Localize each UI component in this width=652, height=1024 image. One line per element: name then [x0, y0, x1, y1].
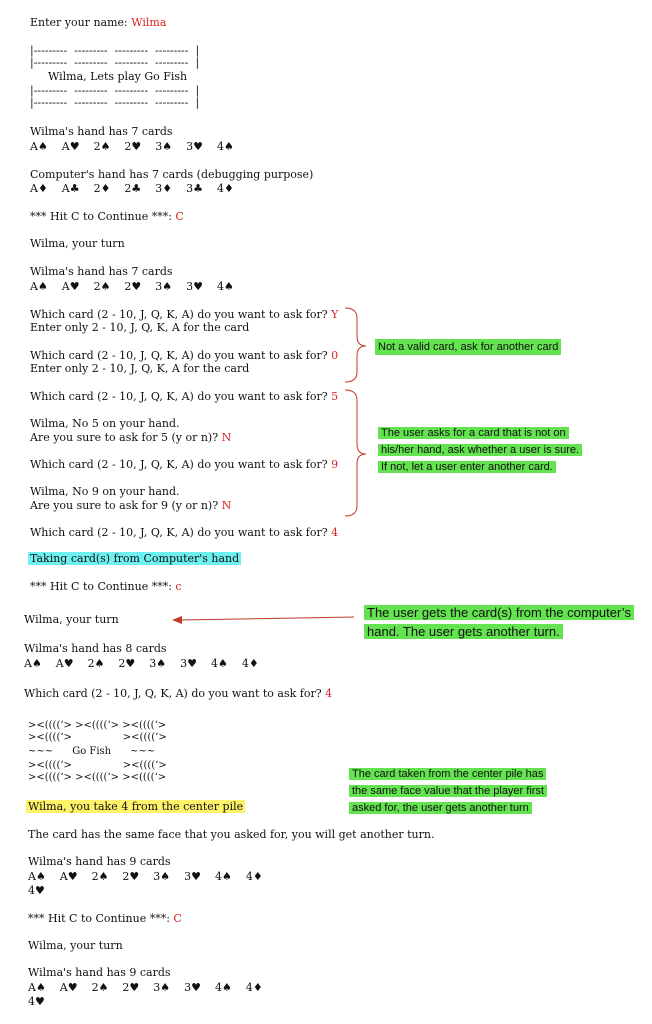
note-line: the same face value that the player first — [349, 785, 547, 797]
banner-row: |--------- --------- --------- --------- | — [30, 44, 200, 57]
computer-hand-cards: A♦ A♣ 2♦ 2♣ 3♦ 3♣ 4♦ — [30, 182, 234, 195]
name-prompt: Enter your name: — [30, 16, 132, 29]
fish-art-row: ><((((‘> ><((((‘> ><((((‘> — [28, 720, 167, 731]
fish-art-row: ><((((‘> ><((((‘> — [28, 760, 167, 771]
not-on-hand: Wilma, No 5 on your hand. — [30, 417, 180, 430]
note-not-on-hand — [378, 425, 582, 476]
note-line: asked for, the user gets another turn — [349, 802, 532, 814]
hand-title: Wilma's hand has 8 cards — [24, 642, 167, 655]
note-line: The card taken from the center pile has — [349, 768, 546, 780]
banner-text: Wilma, Lets play Go Fish — [48, 70, 188, 83]
ask-prompt: Which card (2 - 10, J, Q, K, A) do you want to ask for? — [30, 526, 332, 539]
ask-value: 4 — [331, 526, 339, 539]
sure-value: N — [221, 499, 232, 512]
note-line: his/her hand, ask whether a user is sure. — [378, 444, 582, 456]
ask-value: 9 — [331, 458, 339, 471]
hand-title: Wilma's hand has 9 cards — [28, 966, 171, 979]
note-invalid-card: Not a valid card, ask for another card — [375, 339, 561, 355]
fish-art-title: ~~~ Go Fish ~~~ — [28, 746, 156, 757]
hand-cards: A♠ A♥ 2♠ 2♥ 3♠ 3♥ 4♠ 4♦ — [28, 870, 263, 883]
ask-prompt: Which card (2 - 10, J, Q, K, A) do you want to ask for? — [30, 458, 332, 471]
fish-art-row: ><((((‘> ><((((‘> ><((((‘> — [28, 772, 167, 783]
continue-value: C — [173, 912, 182, 925]
hand-title: Wilma's hand has 7 cards — [30, 265, 173, 278]
hand-cards: 4♥ — [28, 995, 45, 1008]
ask-value: Y — [331, 308, 339, 321]
ask-value: 4 — [325, 687, 333, 700]
note-line: If not, let a user enter another card. — [378, 461, 556, 473]
continue-prompt: *** Hit C to Continue ***: — [30, 210, 176, 223]
banner-row: |--------- --------- --------- --------- | — [30, 96, 200, 109]
note-center-pile — [349, 766, 547, 817]
ask-prompt: Which card (2 - 10, J, Q, K, A) do you want to ask for? — [30, 390, 332, 403]
hand-cards: A♠ A♥ 2♠ 2♥ 3♠ 3♥ 4♠ — [30, 140, 234, 153]
your-turn: Wilma, your turn — [30, 237, 125, 250]
note-gets-cards — [364, 603, 634, 641]
hand-cards: 4♥ — [28, 884, 45, 897]
take-center-highlight: Wilma, you take 4 from the center pile — [28, 800, 244, 813]
continue-value: c — [175, 580, 182, 593]
gets-cards-arrow — [180, 617, 354, 620]
not-on-hand-bracket — [345, 390, 366, 516]
not-on-hand: Wilma, No 9 on your hand. — [30, 485, 180, 498]
ask-value: 5 — [331, 390, 339, 403]
computer-hand-title: Computer's hand has 7 cards (debugging purpose) — [30, 168, 314, 181]
invalid-message: Enter only 2 - 10, J, Q, K, A for the card — [30, 321, 250, 334]
invalid-card-bracket — [345, 308, 366, 382]
name-value: Wilma — [131, 16, 167, 29]
continue-value: C — [175, 210, 184, 223]
banner-row: |--------- --------- --------- --------- | — [30, 56, 200, 69]
sure-value: N — [221, 431, 232, 444]
invalid-message: Enter only 2 - 10, J, Q, K, A for the card — [30, 362, 250, 375]
hand-cards: A♠ A♥ 2♠ 2♥ 3♠ 3♥ 4♠ — [30, 280, 234, 293]
banner-row: |--------- --------- --------- --------- | — [30, 84, 200, 97]
hand-cards: A♠ A♥ 2♠ 2♥ 3♠ 3♥ 4♠ 4♦ — [24, 657, 259, 670]
taking-cards-highlight: Taking card(s) from Computer's hand — [30, 552, 240, 565]
sure-prompt: Are you sure to ask for 5 (y or n)? — [30, 431, 222, 444]
ask-prompt: Which card (2 - 10, J, Q, K, A) do you want to ask for? — [24, 687, 326, 700]
sure-prompt: Are you sure to ask for 9 (y or n)? — [30, 499, 222, 512]
note-line: The user gets the card(s) from the computer’s — [364, 605, 634, 620]
fish-art-row: ><((((‘> ><((((‘> — [28, 732, 167, 743]
hand-cards: A♠ A♥ 2♠ 2♥ 3♠ 3♥ 4♠ 4♦ — [28, 981, 263, 994]
ask-prompt: Which card (2 - 10, J, Q, K, A) do you want to ask for? — [30, 349, 332, 362]
arrow-head — [172, 616, 182, 624]
hand-title: Wilma's hand has 7 cards — [30, 125, 173, 138]
same-face-message: The card has the same face that you asked for, you will get another turn. — [28, 828, 435, 841]
hand-title: Wilma's hand has 9 cards — [28, 855, 171, 868]
your-turn: Wilma, your turn — [24, 613, 119, 626]
note-line: The user asks for a card that is not on — [378, 427, 569, 439]
your-turn: Wilma, your turn — [28, 939, 123, 952]
ask-value: 0 — [331, 349, 339, 362]
continue-prompt: *** Hit C to Continue ***: — [28, 912, 174, 925]
continue-prompt: *** Hit C to Continue ***: — [30, 580, 176, 593]
note-line: hand. The user gets another turn. — [364, 624, 563, 639]
ask-prompt: Which card (2 - 10, J, Q, K, A) do you want to ask for? — [30, 308, 332, 321]
